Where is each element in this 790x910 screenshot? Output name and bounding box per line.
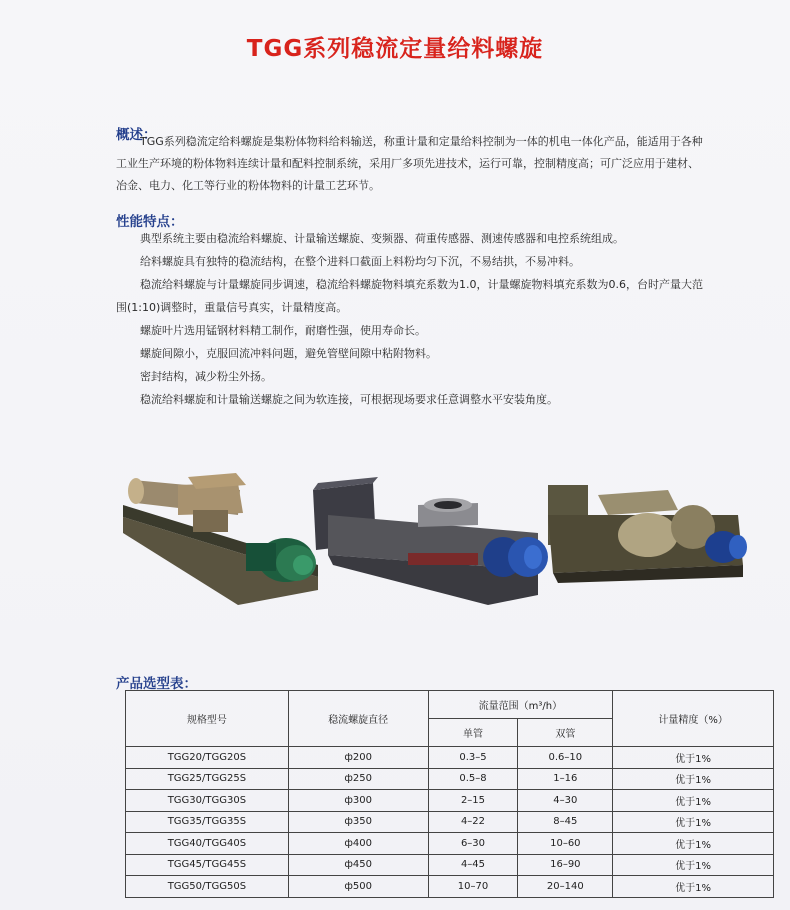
cell-model: TGG50/TGG50S	[126, 876, 289, 898]
selection-table	[125, 690, 774, 898]
cell-accuracy: 优于1%	[613, 876, 774, 898]
cell-double: 8–45	[518, 811, 613, 833]
selection-heading: 产品选型表：	[116, 676, 197, 692]
features-heading: 性能特点：	[116, 214, 184, 230]
cell-accuracy: 优于1%	[613, 854, 774, 876]
header-diameter: 稳流螺旋直径	[288, 691, 428, 747]
product-photos	[118, 455, 768, 625]
feature-line-6: 螺旋间隙小，克服回流冲料问题，避免管壁间隙中粘附物料。	[140, 347, 437, 360]
overview-heading: 概述：	[116, 127, 157, 143]
cell-accuracy: 优于1%	[613, 833, 774, 855]
cell-diameter: ф250	[288, 768, 428, 790]
table-row	[126, 833, 774, 855]
cell-accuracy: 优于1%	[613, 747, 774, 769]
overview-line-2: 工业生产环境的粉体物料连续计量和配料控制系统，采用厂多项先进技术，运行可靠，控制精度高；可广泛应用于建材、	[116, 157, 699, 170]
cell-diameter: ф300	[288, 790, 428, 812]
cell-diameter: ф200	[288, 747, 428, 769]
cell-double: 1–16	[518, 768, 613, 790]
cell-single: 4–22	[428, 811, 518, 833]
cell-double: 4–30	[518, 790, 613, 812]
screw-feeder-machine-3	[548, 485, 747, 583]
cell-model: TGG35/TGG35S	[126, 811, 289, 833]
feature-line-2: 给料螺旋具有独特的稳流结构，在整个进料口截面上料粉均匀下沉，不易结拱，不易冲料。	[140, 255, 580, 268]
table-header-row	[126, 691, 774, 719]
screw-feeder-machine-2	[313, 477, 548, 605]
cell-single: 10–70	[428, 876, 518, 898]
overview-line-3: 冶金、电力、化工等行业的粉体物料的计量工艺环节。	[116, 179, 380, 192]
cell-single: 4–45	[428, 854, 518, 876]
table-row	[126, 768, 774, 790]
overview-line-1: TGG系列稳流定给料螺旋是集粉体物料给料输送，称重计量和定量给料控制为一体的机电一体化产品，能适用于各种	[140, 135, 703, 148]
cell-accuracy: 优于1%	[613, 811, 774, 833]
cell-model: TGG40/TGG40S	[126, 833, 289, 855]
feature-line-8: 稳流给料螺旋和计量输送螺旋之间为软连接，可根据现场要求任意调整水平安装角度。	[140, 393, 558, 406]
header-single: 单管	[428, 719, 518, 747]
cell-diameter: ф400	[288, 833, 428, 855]
table-row	[126, 811, 774, 833]
cell-double: 20–140	[518, 876, 613, 898]
cell-model: TGG25/TGG25S	[126, 768, 289, 790]
page-title: TGG系列稳流定量给料螺旋	[246, 36, 544, 62]
header-accuracy: 计量精度（%）	[613, 691, 774, 747]
feature-line-4: 围(1:10)调整时，重量信号真实，计量精度高。	[116, 301, 348, 314]
cell-model: TGG45/TGG45S	[126, 854, 289, 876]
cell-model: TGG20/TGG20S	[126, 747, 289, 769]
cell-single: 0.5–8	[428, 768, 518, 790]
cell-diameter: ф450	[288, 854, 428, 876]
header-flow: 流量范围（m³/h）	[428, 691, 613, 719]
cell-double: 10–60	[518, 833, 613, 855]
table-row	[126, 854, 774, 876]
header-model: 规格型号	[126, 691, 289, 747]
feature-line-5: 螺旋叶片选用锰钢材料精工制作，耐磨性强，使用寿命长。	[140, 324, 426, 337]
cell-single: 0.3–5	[428, 747, 518, 769]
cell-diameter: ф500	[288, 876, 428, 898]
cell-single: 2–15	[428, 790, 518, 812]
cell-double: 0.6–10	[518, 747, 613, 769]
header-double: 双管	[518, 719, 613, 747]
table-row	[126, 876, 774, 898]
cell-accuracy: 优于1%	[613, 790, 774, 812]
cell-model: TGG30/TGG30S	[126, 790, 289, 812]
cell-single: 6–30	[428, 833, 518, 855]
cell-accuracy: 优于1%	[613, 768, 774, 790]
feature-line-1: 典型系统主要由稳流给料螺旋、计量输送螺旋、变频器、荷重传感器、测速传感器和电控系统组成。	[140, 232, 624, 245]
feature-line-3: 稳流给料螺旋与计量螺旋同步调速，稳流给料螺旋物料填充系数为1.0，计量螺旋物料填充系数为0.6，台时产量大范	[140, 278, 703, 291]
screw-feeder-machine-1	[123, 473, 318, 605]
table-row	[126, 747, 774, 769]
cell-double: 16–90	[518, 854, 613, 876]
cell-diameter: ф350	[288, 811, 428, 833]
table-row	[126, 790, 774, 812]
feature-line-7: 密封结构，减少粉尘外扬。	[140, 370, 272, 383]
